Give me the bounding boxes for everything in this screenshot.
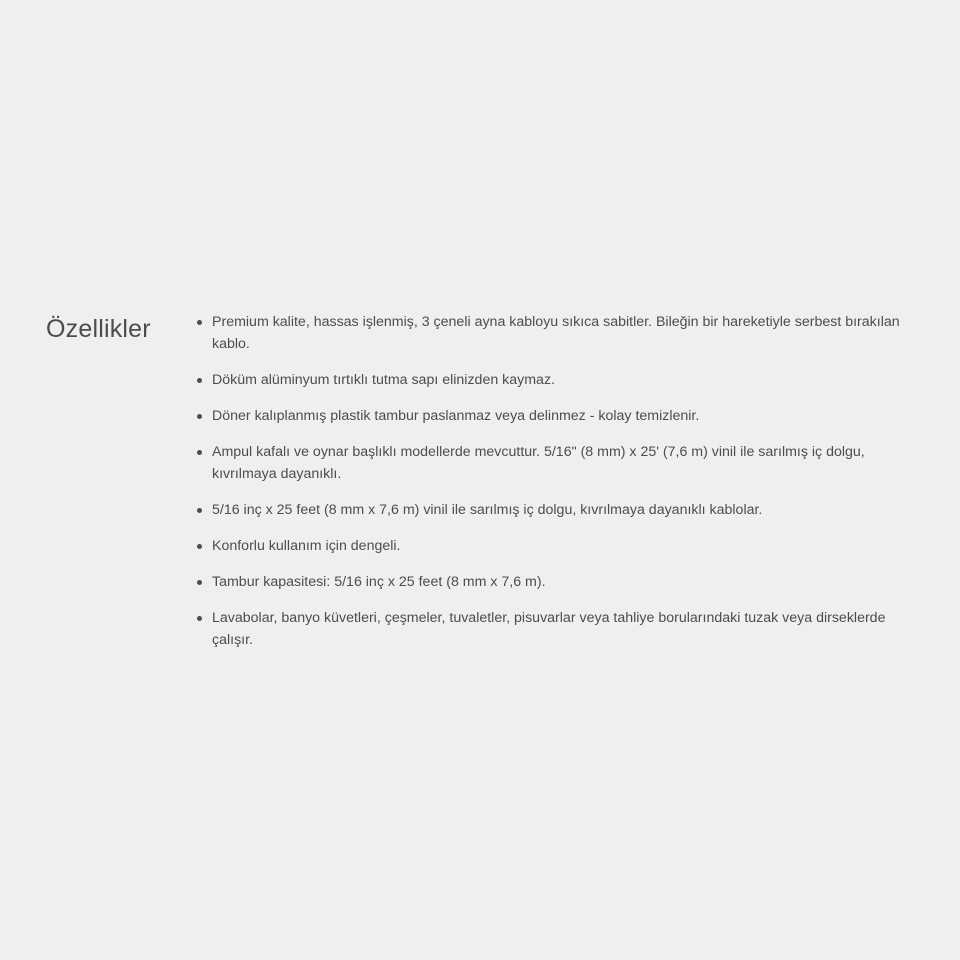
feature-text: 5/16 inç x 25 feet (8 mm x 7,6 m) vinil ile sarılmış iç dolgu, kıvrılmaya dayanıklı kablolar.	[212, 502, 763, 518]
feature-item	[195, 607, 915, 651]
feature-text: Tambur kapasitesi: 5/16 inç x 25 feet (8 mm x 7,6 m).	[212, 574, 546, 590]
feature-item	[195, 535, 915, 557]
bullet-icon	[197, 544, 202, 549]
bullet-icon	[197, 616, 202, 621]
feature-item	[195, 405, 915, 427]
bullet-icon	[197, 508, 202, 513]
feature-text: Lavabolar, banyo küvetleri, çeşmeler, tuvaletler, pisuvarlar veya tahliye borularındaki tuzak veya dirseklerde çalışır.	[212, 610, 886, 648]
feature-text: Ampul kafalı ve oynar başlıklı modellerde mevcuttur. 5/16" (8 mm) x 25' (7,6 m) vinil ile sarılmış iç dolgu, kıvrılmaya dayanıklı.	[212, 444, 865, 482]
feature-text: Döküm alüminyum tırtıklı tutma sapı elinizden kaymaz.	[212, 372, 555, 388]
bullet-icon	[197, 580, 202, 585]
bullet-icon	[197, 450, 202, 455]
bullet-icon	[197, 320, 202, 325]
feature-item	[195, 311, 915, 355]
section-title: Özellikler	[46, 315, 151, 343]
bullet-icon	[197, 414, 202, 419]
feature-text: Döner kalıplanmış plastik tambur paslanmaz veya delinmez - kolay temizlenir.	[212, 408, 700, 424]
feature-item	[195, 369, 915, 391]
feature-item	[195, 571, 915, 593]
feature-text: Konforlu kullanım için dengeli.	[212, 538, 401, 554]
bullet-icon	[197, 378, 202, 383]
feature-list	[195, 311, 915, 665]
feature-text: Premium kalite, hassas işlenmiş, 3 çeneli ayna kabloyu sıkıca sabitler. Bileğin bir hareketiyle serbest bırakılan kablo.	[212, 314, 900, 352]
feature-item	[195, 499, 915, 521]
feature-item	[195, 441, 915, 485]
